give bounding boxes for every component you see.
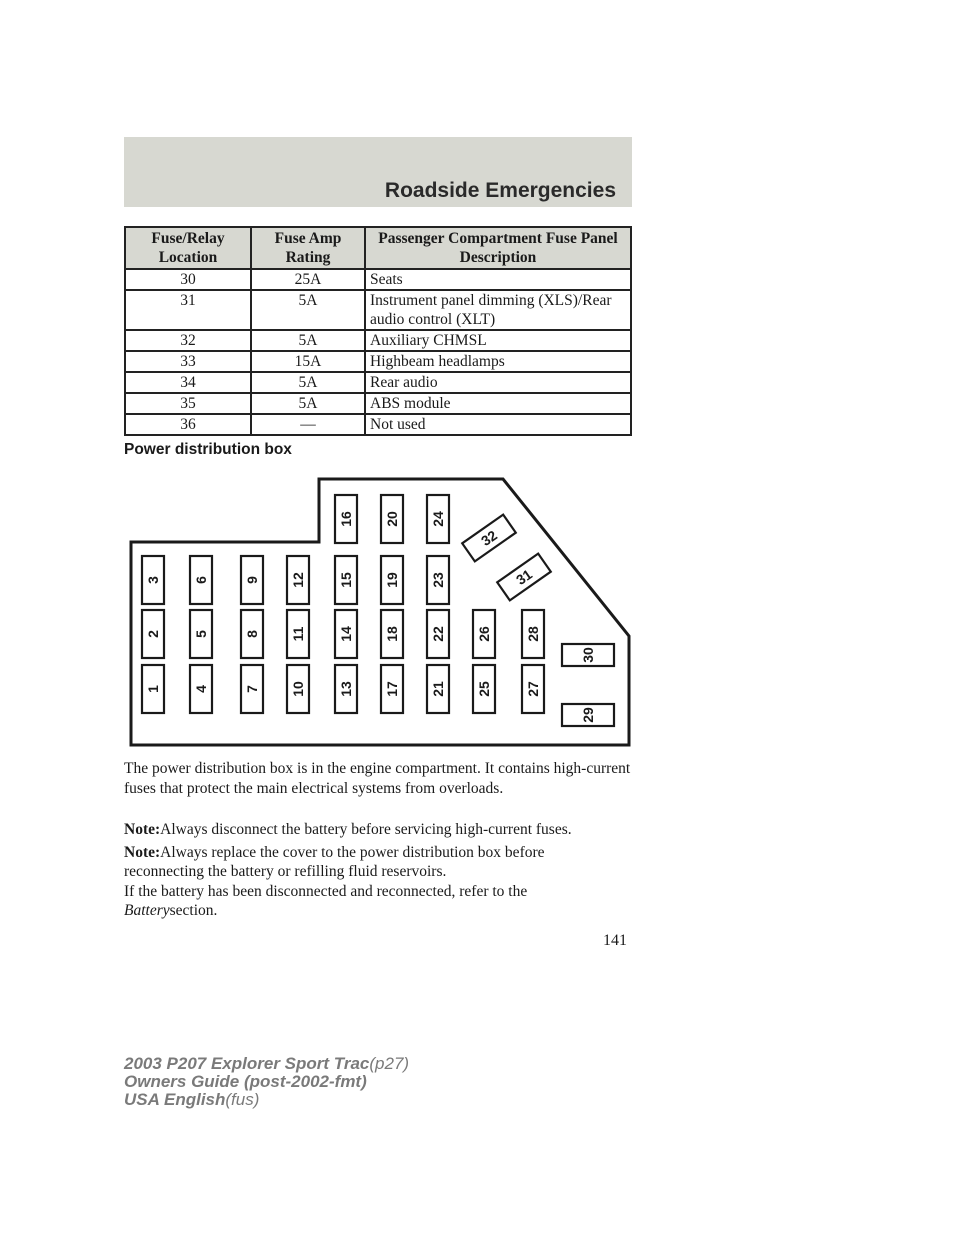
fuse-slot xyxy=(427,495,449,543)
fuse-number-label: 18 xyxy=(384,626,400,642)
fuse-slot xyxy=(287,610,309,658)
description-cell: Auxiliary CHMSL xyxy=(365,330,631,351)
fuse-number-label: 28 xyxy=(525,626,541,642)
fuse-slot xyxy=(335,495,357,543)
location-cell: 34 xyxy=(125,372,251,393)
location-cell: 30 xyxy=(125,269,251,290)
fuse-slot xyxy=(562,704,614,726)
fuse-slot xyxy=(562,644,614,666)
fuse-slot xyxy=(427,556,449,604)
column-header-description: Passenger Compartment Fuse Panel Description xyxy=(365,227,631,269)
fuse-number-label: 23 xyxy=(430,572,446,588)
rating-cell: 5A xyxy=(251,330,365,351)
fuse-number-label: 8 xyxy=(244,630,260,638)
footer-model-code: (p27) xyxy=(369,1054,410,1073)
fuse-number-label: 30 xyxy=(580,647,596,663)
note-text: Always replace the cover to the power distribution box before reconnecting the battery or refilling fluid reservoirs. xyxy=(124,844,545,880)
fuse-number-label: 9 xyxy=(244,576,260,584)
fuse-slot xyxy=(473,665,495,713)
fuse-slot xyxy=(142,556,164,604)
fuse-slot xyxy=(381,495,403,543)
note-label: Note: xyxy=(124,821,161,838)
column-header-rating: Fuse Amp Rating xyxy=(251,227,365,269)
fuse-slot xyxy=(497,554,551,601)
fuse-number-label: 29 xyxy=(580,707,596,723)
footer-language: USA English xyxy=(124,1090,226,1109)
intro-paragraph: The power distribution box is in the engine compartment. It contains high-current fuses that protect the main electrical systems from overloads. xyxy=(124,760,631,797)
fuse-slot xyxy=(522,665,544,713)
fuse-number-label: 1 xyxy=(145,685,161,693)
description-cell: Highbeam headlamps xyxy=(365,351,631,372)
fuse-number-label: 14 xyxy=(338,626,354,642)
fuse-number-label: 25 xyxy=(476,681,492,697)
description-cell: Instrument panel dimming (XLS)/Rear audio control (XLT) xyxy=(365,290,631,330)
fuse-number-label: 11 xyxy=(290,626,306,642)
fuse-number-label: 26 xyxy=(476,626,492,642)
fuse-number-label: 4 xyxy=(193,685,209,693)
location-cell: 32 xyxy=(125,330,251,351)
description-cell: Seats xyxy=(365,269,631,290)
battery-paragraph xyxy=(124,882,624,920)
footer-model: 2003 P207 Explorer Sport Trac xyxy=(124,1054,370,1073)
fuse-number-label: 16 xyxy=(338,511,354,527)
footer-line-1 xyxy=(124,1055,409,1073)
fuse-slot xyxy=(335,556,357,604)
fuse-number-label: 31 xyxy=(513,565,535,589)
footer xyxy=(124,1055,409,1109)
fuse-slot xyxy=(241,610,263,658)
rating-cell: 25A xyxy=(251,269,365,290)
fuse-slot xyxy=(142,665,164,713)
fuse-number-label: 5 xyxy=(193,630,209,638)
battery-section-link: Battery xyxy=(124,902,170,919)
fuse-slot xyxy=(190,665,212,713)
fuse-number-label: 12 xyxy=(290,572,306,588)
fuse-number-label: 32 xyxy=(478,526,500,550)
note-text: Always disconnect the battery before servicing high-current fuses. xyxy=(160,821,572,838)
rating-cell: 5A xyxy=(251,290,365,330)
fuse-slot xyxy=(335,610,357,658)
fuse-number-label: 20 xyxy=(384,511,400,527)
fuse-number-label: 24 xyxy=(430,511,446,527)
footer-line-2 xyxy=(124,1073,409,1091)
section-title: Roadside Emergencies xyxy=(384,179,616,202)
fuse-number-label: 2 xyxy=(145,630,161,638)
fuse-slot xyxy=(381,556,403,604)
note-disconnect xyxy=(124,820,644,839)
fuse-slot xyxy=(522,610,544,658)
fuse-number-label: 21 xyxy=(430,681,446,697)
fuse-slot xyxy=(142,610,164,658)
footer-guide: Owners Guide (post-2002-fmt) xyxy=(124,1072,367,1091)
location-cell: 35 xyxy=(125,393,251,414)
fuse-slot xyxy=(287,665,309,713)
fuse-number-label: 3 xyxy=(145,576,161,584)
fuse-slot xyxy=(462,515,516,562)
fuse-slot xyxy=(381,665,403,713)
fuse-number-label: 22 xyxy=(430,626,446,642)
fuse-number-label: 27 xyxy=(525,681,541,697)
fuse-number-label: 6 xyxy=(193,576,209,584)
fuse-number-label: 17 xyxy=(384,681,400,697)
description-cell: Not used xyxy=(365,414,631,435)
battery-text-end: section. xyxy=(169,902,218,919)
diagram-heading: Power distribution box xyxy=(124,441,292,458)
fuse-number-label: 15 xyxy=(338,572,354,588)
description-cell: Rear audio xyxy=(365,372,631,393)
fuse-slot xyxy=(241,556,263,604)
location-cell: 31 xyxy=(125,290,251,330)
footer-line-3 xyxy=(124,1091,409,1109)
fuse-slot xyxy=(473,610,495,658)
fuse-slot xyxy=(381,610,403,658)
fuse-slot xyxy=(287,556,309,604)
page-number: 141 xyxy=(603,932,627,949)
rating-cell: 15A xyxy=(251,351,365,372)
rating-cell: 5A xyxy=(251,372,365,393)
fuse-slot xyxy=(241,665,263,713)
battery-text-start: If the battery has been disconnected and reconnected, refer to the xyxy=(124,883,528,900)
fuse-slot xyxy=(427,610,449,658)
rating-cell: 5A xyxy=(251,393,365,414)
note-label: Note: xyxy=(124,844,161,861)
fuse-slot xyxy=(190,610,212,658)
note-replace-cover xyxy=(124,843,624,881)
location-cell: 33 xyxy=(125,351,251,372)
description-cell: ABS module xyxy=(365,393,631,414)
fuse-number-label: 13 xyxy=(338,681,354,697)
fuse-slot xyxy=(427,665,449,713)
fuse-number-label: 19 xyxy=(384,572,400,588)
rating-cell: — xyxy=(251,414,365,435)
footer-language-code: (fus) xyxy=(225,1090,260,1109)
location-cell: 36 xyxy=(125,414,251,435)
column-header-location: Fuse/Relay Location xyxy=(125,227,251,269)
fuse-number-label: 7 xyxy=(244,685,260,693)
fuse-slot xyxy=(335,665,357,713)
fuse-slot xyxy=(190,556,212,604)
fuse-number-label: 10 xyxy=(290,681,306,697)
